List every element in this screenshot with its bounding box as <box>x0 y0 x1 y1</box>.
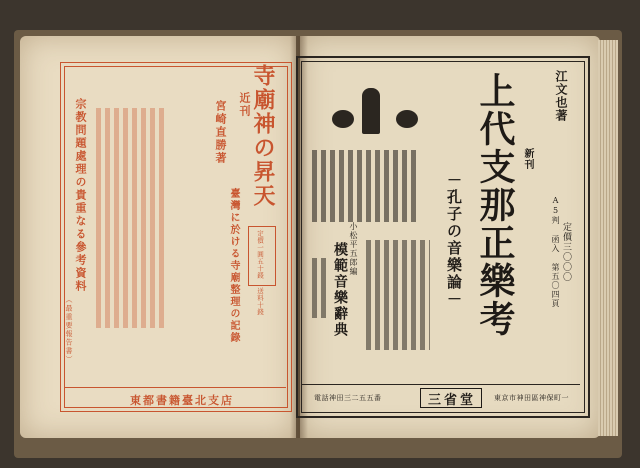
right-description-text-block-2 <box>366 240 430 350</box>
left-price-text: 定價一圓五十錢 送料十錢 <box>256 230 264 316</box>
new-publication-label: 新刊 <box>522 148 533 170</box>
left-book-subtitle: 臺灣に於ける寺廟整理の記錄 <box>228 188 239 344</box>
second-book-author: 小松平五郎編 <box>349 222 358 276</box>
publisher-phone: 電話神田三二五五番 <box>314 394 382 402</box>
publisher-address: 東京市神田區神保町一 <box>494 394 569 402</box>
left-book-title: 寺廟神の昇天 <box>250 64 276 208</box>
right-book-price: 定價三〇〇〇 <box>561 222 571 282</box>
left-publisher: 東都書籍臺北支店 <box>130 394 234 407</box>
left-book-author: 宮崎直勝著 <box>214 100 227 165</box>
right-book-title: 上代支那正樂考 <box>474 72 516 338</box>
right-book-subtitle: －孔子の音樂論－ <box>445 172 463 308</box>
right-description-text-block <box>312 150 418 222</box>
second-book-title: 模範音樂辭典 <box>332 242 348 338</box>
bonsai-illustration-left <box>332 110 354 128</box>
forthcoming-label: 近刊 <box>238 92 251 118</box>
left-promo-note: （最重要報告書） <box>65 296 73 364</box>
confucius-figure-illustration <box>362 88 380 134</box>
right-book-author: 江文也著 <box>554 70 568 122</box>
sanseido-logo: 三省堂 <box>428 393 477 408</box>
page-edges <box>598 40 618 436</box>
left-promo-text: 宗教問題處理の貴重なる參考資料 <box>74 98 87 293</box>
left-description-text-block <box>96 108 166 328</box>
bonsai-illustration-right <box>396 110 418 128</box>
right-book-spec: A5判 函入 第五〇四頁 <box>551 196 560 308</box>
second-book-details <box>312 258 326 318</box>
